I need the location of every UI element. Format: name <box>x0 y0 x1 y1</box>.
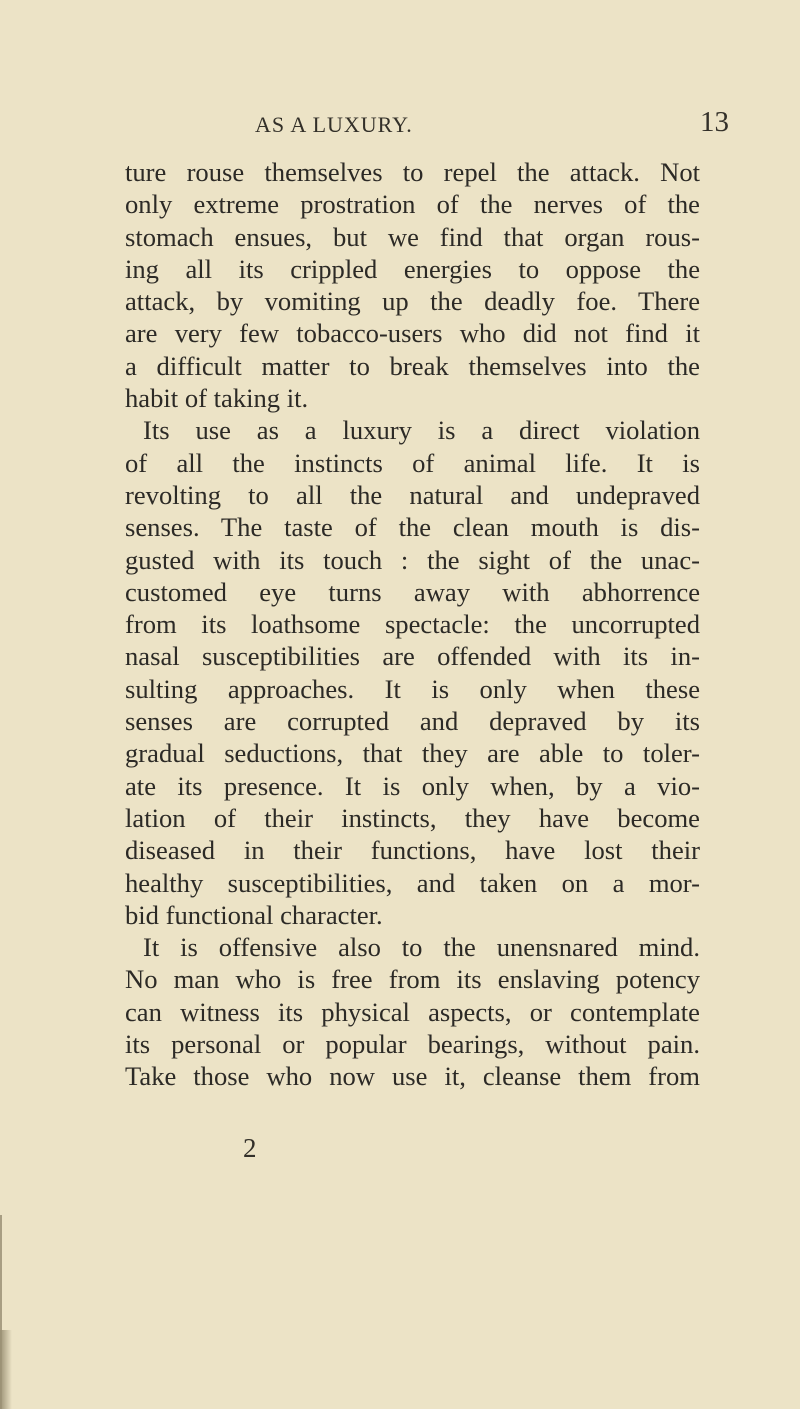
text-line: gusted with its touch : the sight of the unac- <box>125 544 700 575</box>
text-line: are very few tobacco-users who did not find it <box>125 318 700 349</box>
text-line: its personal or popular bearings, without pain. <box>125 1029 700 1060</box>
text-line: habit of taking it. <box>125 383 309 414</box>
body-text <box>125 156 700 1093</box>
text-line: Its use as a luxury is a direct violation <box>143 415 700 446</box>
text-line: senses. The taste of the clean mouth is dis- <box>125 512 700 543</box>
text-line: healthy susceptibilities, and taken on a mor- <box>125 867 700 898</box>
text-line: lation of their instincts, they have become <box>125 802 700 833</box>
text-line: Take those who now use it, cleanse them from <box>125 1061 700 1092</box>
text-line: only extreme prostration of the nerves of the <box>125 189 700 220</box>
text-line: ing all its crippled energies to oppose the <box>125 253 700 284</box>
text-line: ate its presence. It is only when, by a vio- <box>125 770 700 801</box>
text-line: It is offensive also to the unensnared mind. <box>143 932 700 963</box>
text-line: senses are corrupted and depraved by its <box>125 706 700 737</box>
text-line: sulting approaches. It is only when these <box>125 673 700 704</box>
text-line: of all the instincts of animal life. It is <box>125 447 700 478</box>
text-line: gradual seductions, that they are able to toler- <box>125 738 700 769</box>
page-edge-shadow <box>0 1330 12 1409</box>
page-number: 13 <box>700 106 729 138</box>
text-line: nasal susceptibilities are offended with its in- <box>125 641 700 672</box>
text-line: No man who is free from its enslaving potency <box>125 964 700 995</box>
text-line: stomach ensues, but we find that organ rous- <box>125 221 700 252</box>
signature-mark: 2 <box>243 1133 257 1163</box>
text-line: from its loathsome spectacle: the uncorrupted <box>125 609 700 640</box>
text-line: revolting to all the natural and undepraved <box>125 479 700 510</box>
text-line: ture rouse themselves to repel the attack. Not <box>125 157 700 187</box>
text-line: can witness its physical aspects, or contemplate <box>125 996 700 1027</box>
text-line: diseased in their functions, have lost their <box>125 835 700 866</box>
text-line: customed eye turns away with abhorrence <box>125 576 700 607</box>
text-line: a difficult matter to break themselves into the <box>125 350 700 381</box>
text-line: bid functional character. <box>125 899 383 930</box>
running-head: AS A LUXURY. <box>255 112 413 137</box>
text-line: attack, by vomiting up the deadly foe. There <box>125 286 700 317</box>
